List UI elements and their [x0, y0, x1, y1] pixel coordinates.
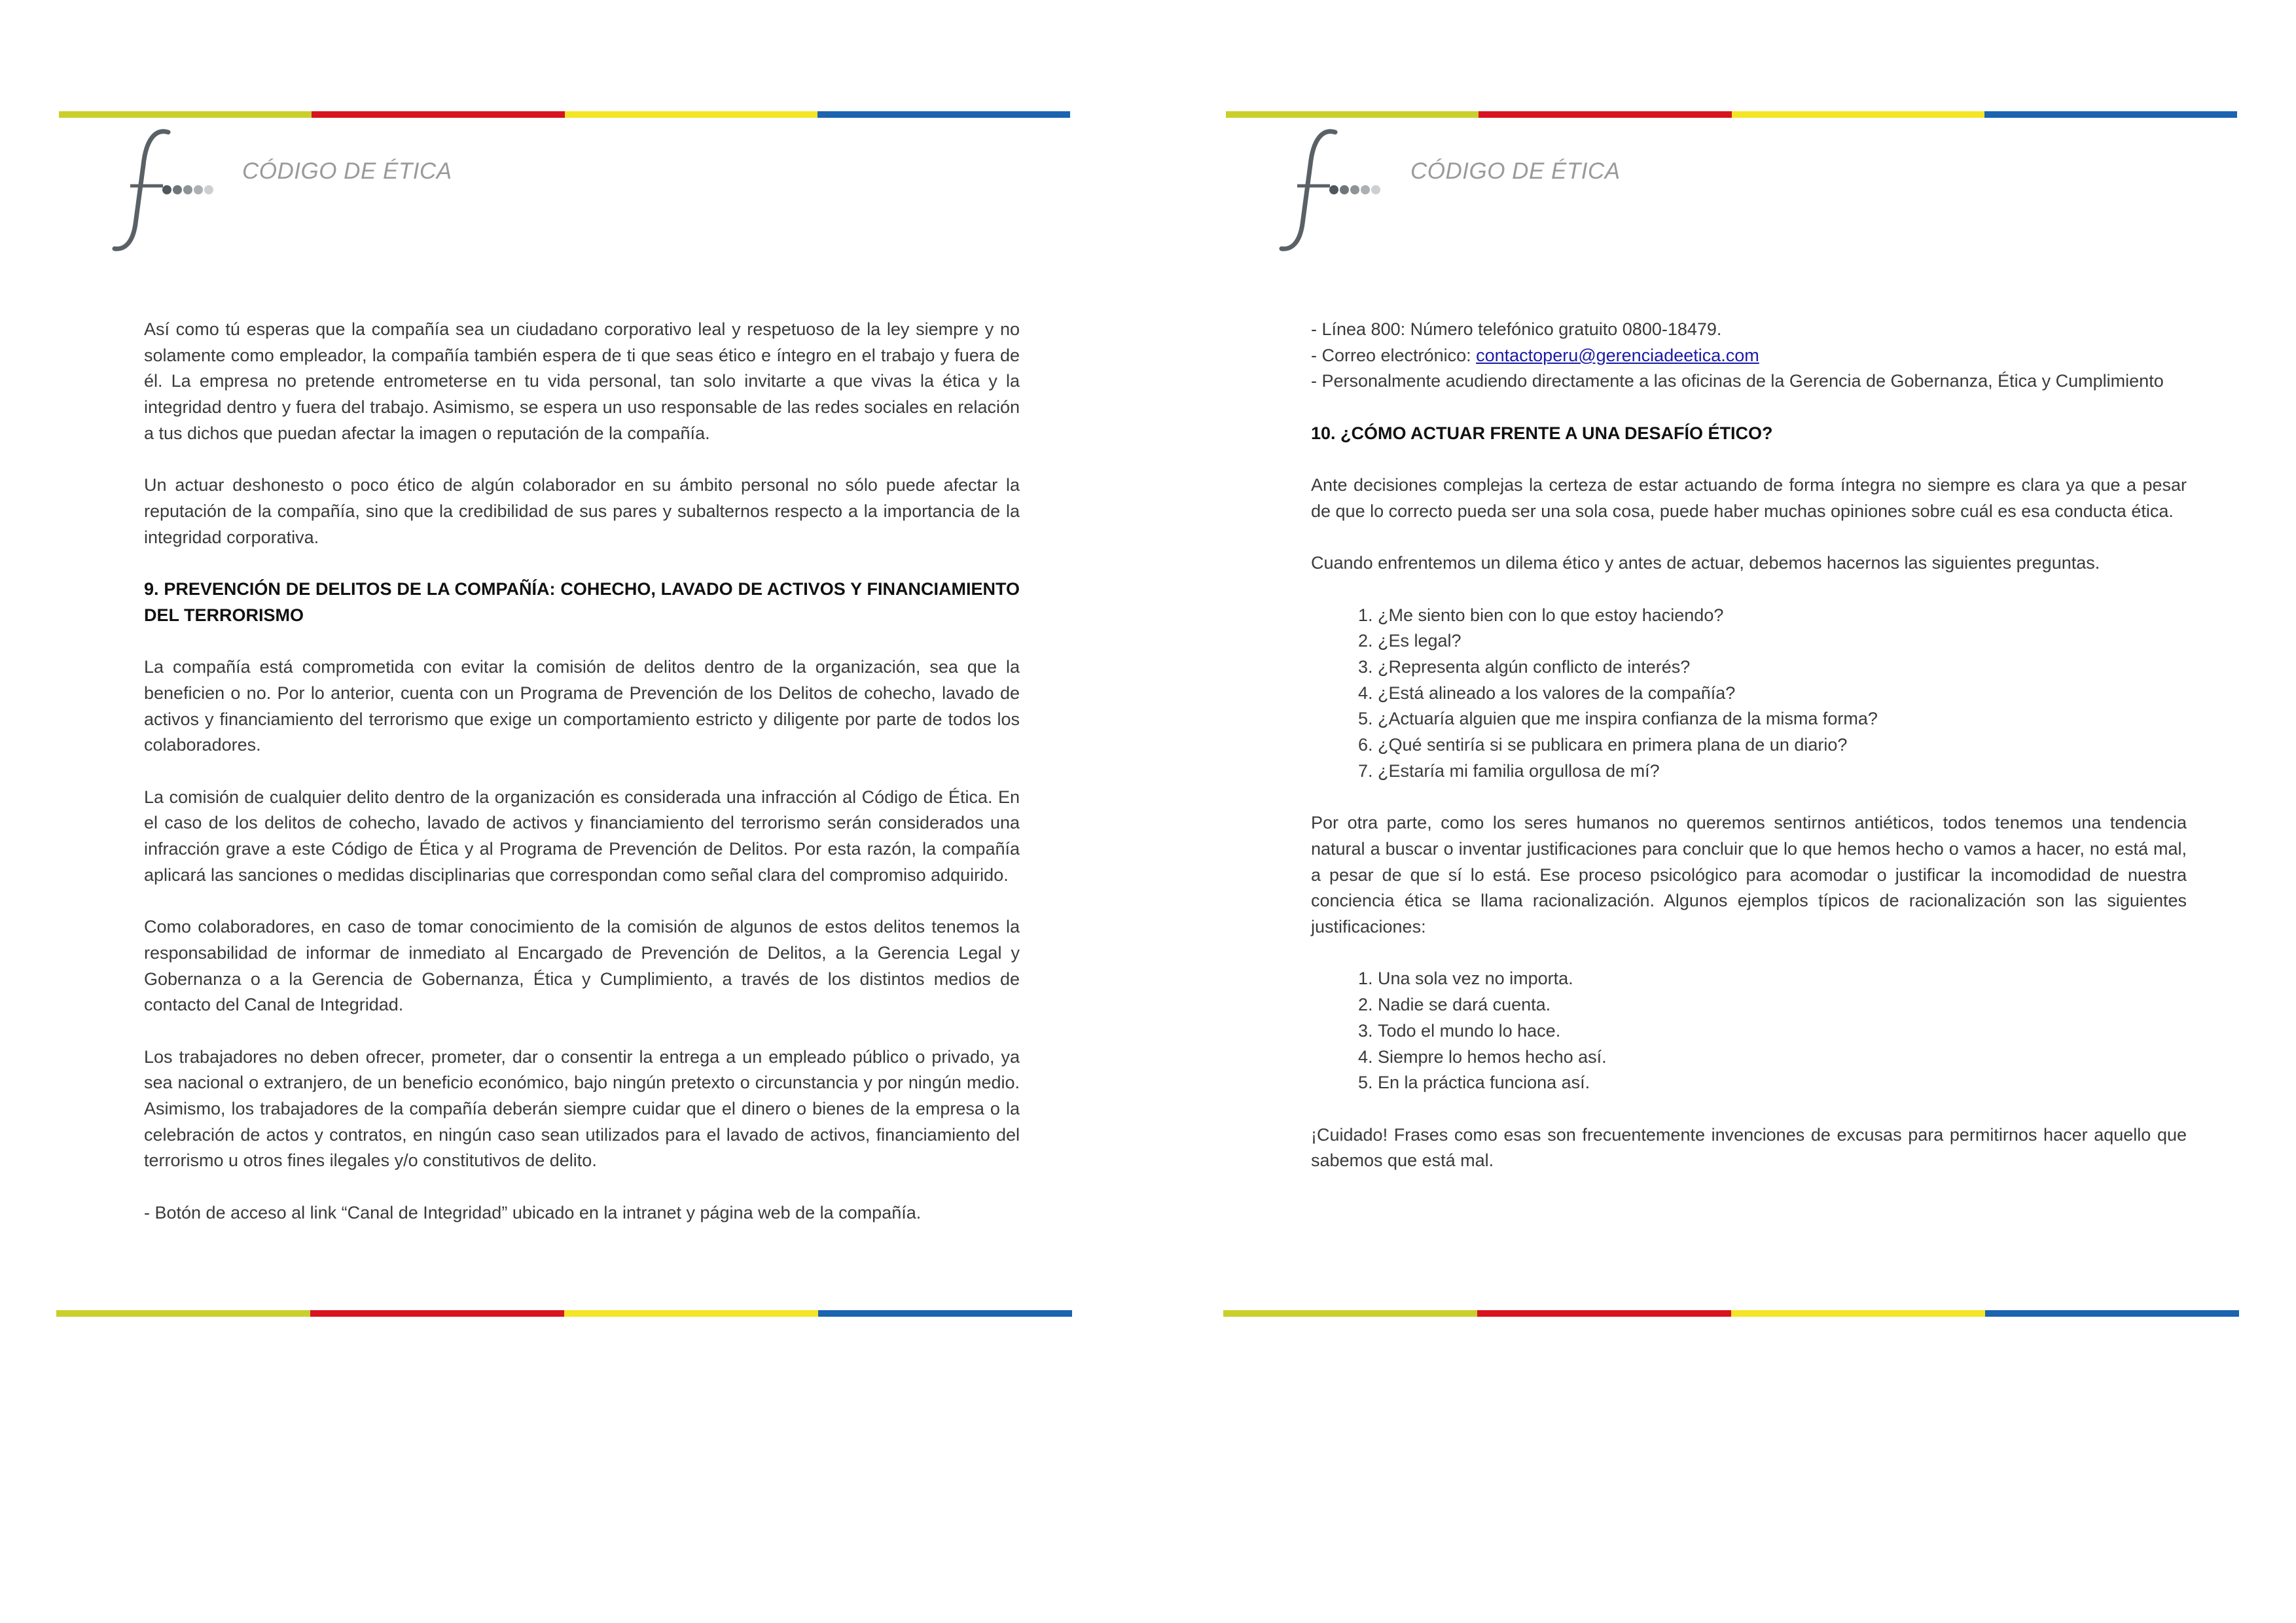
list-item: 7. ¿Estaría mi familia orgullosa de mí?	[1378, 758, 2187, 785]
left-page-body	[144, 317, 1020, 1226]
left-paragraph-6: Los trabajadores no deben ofrecer, prometer, dar o consentir la entrega a un empleado público o privado, ya sea nacional o extranjero, de un beneficio económico, bajo ningún pretexto o circunstancia y por ningún medio. Asimismo, los trabajadores de la compañía deberán siempre cuidar que el dinero o bienes de la empresa o la celebración de actos y contratos, en ningún caso sean utilizados para el lavado de activos, financiamiento del terrorismo u otros fines ilegales y/o constitutivos de delito.	[144, 1046, 1020, 1171]
justifications-list	[1311, 966, 2187, 1096]
list-item: 5. ¿Actuaría alguien que me inspira confianza de la misma forma?	[1378, 706, 2187, 732]
right-logo	[1275, 126, 1393, 257]
list-item: 2. ¿Es legal?	[1378, 628, 2187, 654]
left-paragraph-2: Un actuar deshonesto o poco ético de algún colaborador en su ámbito personal no sólo puede afectar la reputación de la compañía, sino que la credibilidad de sus pares y subalternos respecto a la importancia de la integridad corporativa.	[144, 475, 1020, 547]
email-line	[1311, 343, 2187, 369]
stripe-yellow	[564, 1310, 818, 1317]
stripe-red	[310, 1310, 564, 1317]
list-item: 1. ¿Me siento bien con lo que estoy haciendo?	[1378, 603, 2187, 629]
logo-f-glyph	[1282, 132, 1335, 249]
stripe-blue	[818, 1310, 1072, 1317]
left-paragraph-5: Como colaboradores, en caso de tomar conocimiento de la comisión de algunos de estos delitos tenemos la responsabilidad de informar de inmediato al Encargado de Prevención de Delitos, a la Gerencia Legal y Gobernanza o a la Gerencia de Gobernanza, Ética y Cumplimiento, a través de los distintos medios de contacto del Canal de Integridad.	[144, 917, 1020, 1015]
list-item: 4. ¿Está alineado a los valores de la compañía?	[1378, 681, 2187, 707]
left-top-stripe	[59, 111, 1070, 118]
left-paragraph-7: - Botón de acceso al link “Canal de Integridad” ubicado en la intranet y página web de la compañía.	[144, 1202, 922, 1222]
email-link[interactable]: contactoperu@gerenciadeetica.com	[1476, 345, 1759, 365]
stripe-green	[56, 1310, 310, 1317]
section-10-heading: 10. ¿CÓMO ACTUAR FRENTE A UNA DESAFÍO ÉTICO?	[1311, 423, 1773, 443]
line-800-text: - Línea 800: Número telefónico gratuito 0800-18479.	[1311, 319, 1722, 339]
in-person-text: - Personalmente acudiendo directamente a las oficinas de la Gerencia de Gobernanza, Ética y Cumplimiento	[1311, 371, 2164, 391]
list-item: 1. Una sola vez no importa.	[1378, 966, 2187, 992]
right-header-title: CÓDIGO DE ÉTICA	[1410, 158, 1621, 184]
list-item: 4. Siempre lo hemos hecho así.	[1378, 1044, 2187, 1071]
stripe-yellow	[565, 111, 817, 118]
left-logo	[108, 126, 226, 257]
stripe-green	[1226, 111, 1479, 118]
questions-list	[1311, 603, 2187, 785]
stripe-yellow	[1731, 1310, 1985, 1317]
stripe-yellow	[1732, 111, 1984, 118]
left-bottom-stripe	[56, 1310, 1072, 1317]
list-item: 6. ¿Qué sentiría si se publicara en primera plana de un diario?	[1378, 732, 2187, 758]
left-header-title: CÓDIGO DE ÉTICA	[242, 158, 452, 184]
right-page-body	[1311, 317, 2187, 1174]
logo-f-glyph	[115, 132, 168, 249]
list-item: 3. Todo el mundo lo hace.	[1378, 1018, 2187, 1044]
stripe-blue	[817, 111, 1070, 118]
stripe-red	[1477, 1310, 1731, 1317]
right-bottom-stripe	[1223, 1310, 2239, 1317]
list-item: 3. ¿Representa algún conflicto de interés?	[1378, 654, 2187, 681]
stripe-red	[312, 111, 564, 118]
list-item: 2. Nadie se dará cuenta.	[1378, 992, 2187, 1018]
stripe-red	[1479, 111, 1731, 118]
right-paragraph-2: Cuando enfrentemos un dilema ético y antes de actuar, debemos hacernos las siguientes preguntas.	[1311, 553, 2100, 573]
list-item: 5. En la práctica funciona así.	[1378, 1070, 2187, 1096]
left-paragraph-1: Así como tú esperas que la compañía sea un ciudadano corporativo leal y respetuoso de la ley siempre y no solamente como empleador, la compañía también espera de ti que seas ético e íntegro en el trabajo y fuera de él. La empresa no pretende entrometerse en tu vida personal, tan solo invitarte a que vivas la ética y la integridad dentro y fuera del trabajo. Asimismo, se espera un uso responsable de las redes sociales en relación a tus dichos que puedan afectar la imagen o reputación de la compañía.	[144, 319, 1020, 443]
section-9-heading: 9. PREVENCIÓN DE DELITOS DE LA COMPAÑÍA: COHECHO, LAVADO DE ACTIVOS Y FINANCIAMIENTO DEL TERRORISMO	[144, 579, 1020, 625]
left-paragraph-3: La compañía está comprometida con evitar la comisión de delitos dentro de la organización, sea que la beneficien o no. Por lo anterior, cuenta con un Programa de Prevención de los Delitos de cohecho, lavado de activos y financiamiento del terrorismo que exige un comportamiento estricto y diligente por parte de todos los colaboradores.	[144, 657, 1020, 755]
left-paragraph-4: La comisión de cualquier delito dentro de la organización es considerada una infracción al Código de Ética. En el caso de los delitos de cohecho, lavado de activos y financiamiento del terrorismo serán considerados una infracción grave a este Código de Ética y al Programa de Prevención de Delitos. Por esta razón, la compañía aplicará las sanciones o medidas disciplinarias que correspondan como señal clara del compromiso adquirido.	[144, 787, 1020, 885]
right-paragraph-1: Ante decisiones complejas la certeza de estar actuando de forma íntegra no siempre es clara ya que a pesar de que lo correcto pueda ser una sola cosa, puede haber muchas opiniones sobre cuál es esa conducta ética.	[1311, 475, 2187, 521]
right-top-stripe	[1226, 111, 2237, 118]
email-label: - Correo electrónico:	[1311, 345, 1477, 365]
right-paragraph-3: Por otra parte, como los seres humanos no queremos sentirnos antiéticos, todos tenemos una tendencia natural a buscar o inventar justificaciones para concluir que lo que hemos hecho o vamos a hacer, no está mal, a pesar de que sí lo está. Ese proceso psicológico para acomodar o justificar la incomodidad de nuestra conciencia ética se llama racionalización. Algunos ejemplos típicos de racionalización son las siguientes justificaciones:	[1311, 813, 2187, 937]
stripe-blue	[1985, 1310, 2239, 1317]
right-paragraph-4: ¡Cuidado! Frases como esas son frecuentemente invenciones de excusas para permitirnos hacer aquello que sabemos que está mal.	[1311, 1124, 2187, 1171]
stripe-blue	[1984, 111, 2237, 118]
stripe-green	[1223, 1310, 1477, 1317]
stripe-green	[59, 111, 312, 118]
